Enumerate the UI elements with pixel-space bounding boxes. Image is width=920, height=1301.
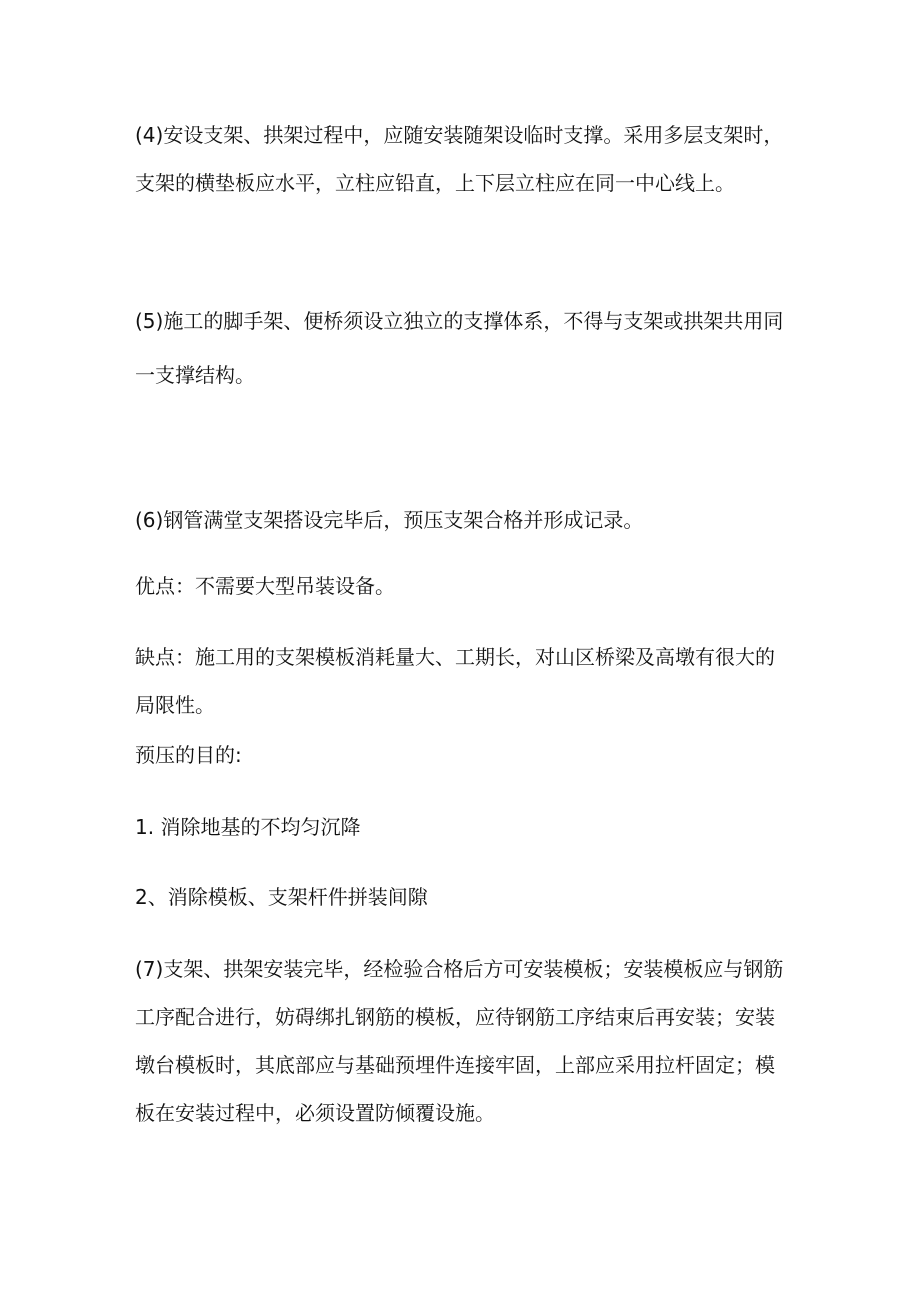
paragraph-line: (7)支架、拱架安装完毕，经检验合格后方可安装模板；安装模板应与钢筋 — [135, 957, 784, 981]
paragraph-line: 工序配合进行，妨碍绑扎钢筋的模板，应待钢筋工序结束后再安装；安装 — [135, 1005, 775, 1029]
preload-item: 2、消除模板、支架杆件拼装间隙 — [135, 885, 428, 909]
paragraph-line: (4)安设支架、拱架过程中，应随安装随架设临时支撑。采用多层支架时， — [135, 123, 784, 147]
paragraph-line: 支架的横垫板应水平，立柱应铅直，上下层立柱应在同一中心线上。 — [135, 171, 735, 195]
paragraph-line: 一支撑结构。 — [135, 363, 255, 387]
paragraph-line: 板在安装过程中，必须设置防倾覆设施。 — [135, 1101, 495, 1125]
paragraph-line: (6)钢管满堂支架搭设完毕后，预压支架合格并形成记录。 — [135, 508, 644, 532]
paragraph-line: 缺点：施工用的支架模板消耗量大、工期长，对山区桥梁及高墩有很大的 — [135, 645, 775, 669]
paragraph-line: 优点：不需要大型吊装设备。 — [135, 574, 395, 598]
paragraph-line: 墩台模板时，其底部应与基础预埋件连接牢固，上部应采用拉杆固定；模 — [135, 1053, 775, 1077]
preload-item: 1. 消除地基的不均匀沉降 — [135, 815, 361, 839]
paragraph-line: (5)施工的脚手架、便桥须设立独立的支撑体系，不得与支架或拱架共用同 — [135, 309, 784, 333]
preload-heading: 预压的目的: — [135, 743, 242, 767]
paragraph-line: 局限性。 — [135, 693, 215, 717]
